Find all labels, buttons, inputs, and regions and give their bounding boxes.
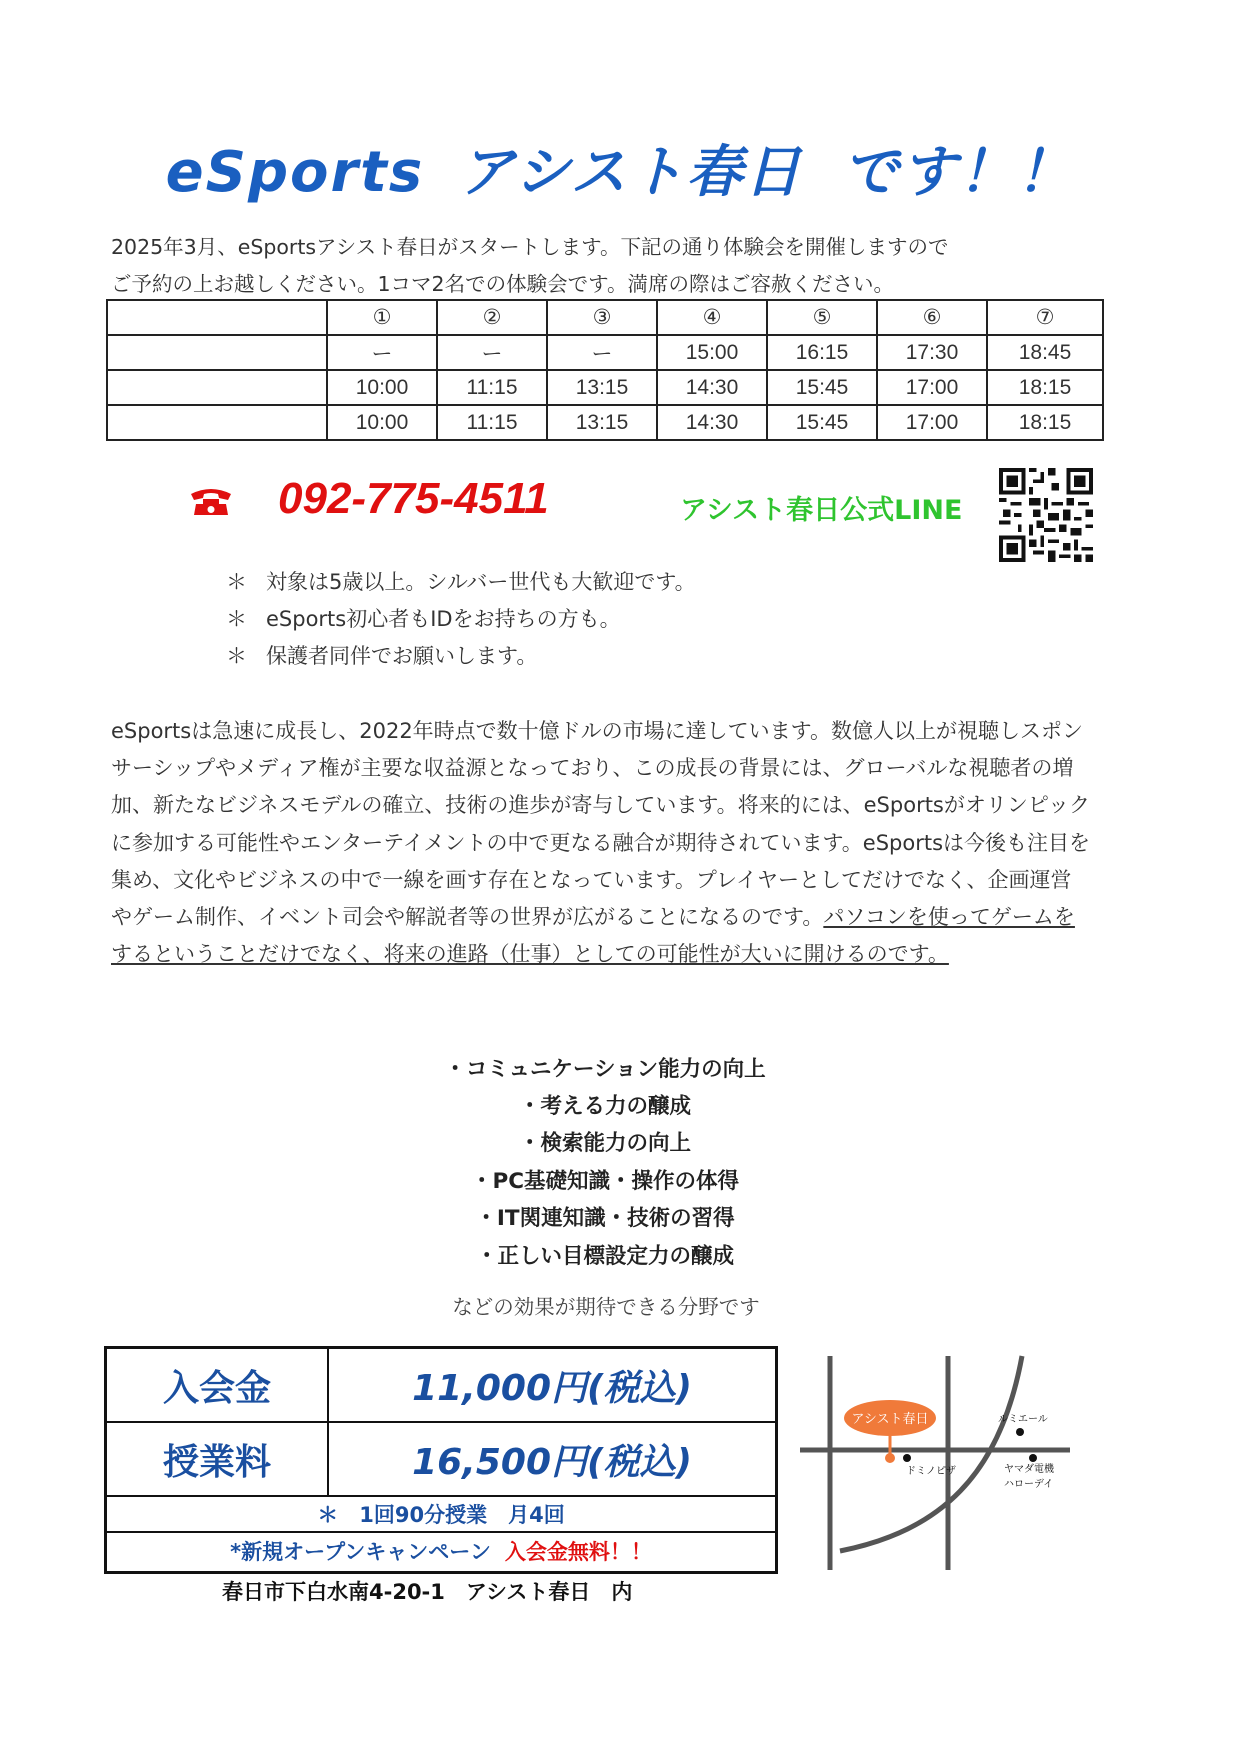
table-row [107, 405, 1103, 440]
map-landmark-dot [903, 1454, 911, 1462]
address: 春日市下白水南4-20-1 アシスト春日 内 [222, 1580, 633, 1604]
table-cell: 10:00 [327, 405, 437, 440]
description-underlined: パソコンを使ってゲームをするということだけでなく、将来の進路（仕事）としての可能性が大いに開けるのです。 [111, 905, 1075, 967]
table-row [107, 335, 1103, 370]
table-cell: 18:15 [987, 370, 1103, 405]
fee-row-entry [107, 1349, 775, 1423]
table-cell [107, 335, 327, 370]
asterisk-mark: ＊ [226, 644, 247, 668]
phone-icon [188, 486, 234, 516]
asterisk-mark: ＊ [226, 570, 247, 594]
title-store-name: アシスト春日 [458, 140, 803, 205]
table-cell: 15:45 [767, 405, 877, 440]
table-cell: 17:00 [877, 370, 987, 405]
fee-row-tuition [107, 1423, 775, 1497]
table-header-row [107, 300, 1103, 335]
map-road [840, 1356, 1022, 1551]
table-cell: 18:45 [987, 335, 1103, 370]
map-landmark-label: ドミノピザ [906, 1466, 956, 1477]
table-cell: 13:15 [547, 405, 657, 440]
table-cell: 14:30 [657, 370, 767, 405]
location-map [800, 1346, 1070, 1576]
phone-number-link[interactable]: 092-775-4511 [278, 474, 549, 523]
table-header-cell: ① [327, 300, 437, 335]
lesson-note: ＊ 1回90分授業 月4回 [107, 1497, 775, 1533]
table-cell: 17:30 [877, 335, 987, 370]
table-cell [107, 370, 327, 405]
campaign-highlight: 入会金無料！！ [504, 1540, 652, 1564]
intro-line-2: ご予約の上お越しください。1コマ2名での体験会です。満席の際はご容赦ください。 [111, 272, 894, 296]
map-location-dot [885, 1453, 895, 1463]
fee-box [104, 1346, 778, 1574]
table-cell: 16:15 [767, 335, 877, 370]
benefit-item: ・考える力の醸成 [518, 1094, 691, 1119]
description-paragraph [111, 713, 1091, 973]
table-cell [107, 300, 327, 335]
map-landmark-label: ヤマダ電機 [1004, 1464, 1054, 1475]
table-cell: 13:15 [547, 370, 657, 405]
page-title [0, 128, 1240, 208]
table-cell: 10:00 [327, 370, 437, 405]
qr-code-icon[interactable] [999, 468, 1093, 562]
benefit-item: ・検索能力の向上 [518, 1131, 691, 1156]
table-row [107, 370, 1103, 405]
intro-line-1: 2025年3月、eSportsアシスト春日がスタートします。下記の通り体験会を開催しますので [111, 235, 949, 259]
asterisk-mark: ＊ [226, 607, 247, 631]
note-text: 保護者同伴でお願いします。 [266, 644, 538, 668]
table-cell: ー [437, 335, 547, 370]
benefit-item: ・PC基礎知識・操作の体得 [470, 1169, 740, 1194]
map-landmark-label: ルミエール [998, 1414, 1048, 1425]
campaign-prefix: *新規オープンキャンペーン [230, 1540, 491, 1564]
table-header-cell: ④ [657, 300, 767, 335]
table-cell: 11:15 [437, 405, 547, 440]
map-pin-label: アシスト春日 [851, 1412, 929, 1427]
note-item [226, 640, 537, 670]
benefit-item: ・コミュニケーション能力の向上 [444, 1057, 766, 1082]
table-cell: 17:00 [877, 405, 987, 440]
tuition-fee-label: 授業料 [107, 1423, 329, 1495]
table-header-cell: ③ [547, 300, 657, 335]
table-cell: 15:45 [767, 370, 877, 405]
map-landmark-label: ハローデイ [1004, 1479, 1054, 1490]
title-desu: です！！ [842, 140, 1075, 205]
table-cell [107, 405, 327, 440]
schedule-table [106, 299, 1104, 441]
note-text: eSports初心者もIDをお持ちの方も。 [266, 607, 621, 631]
table-cell: ー [547, 335, 657, 370]
benefit-item: ・IT関連知識・技術の習得 [475, 1206, 735, 1231]
map-landmark-dot [1016, 1428, 1024, 1436]
benefit-item: ・正しい目標設定力の醸成 [475, 1244, 734, 1269]
note-item [226, 603, 621, 633]
entry-fee-value: 11,000円(税込) [412, 1367, 692, 1409]
map-landmark-dot [1029, 1454, 1037, 1462]
benefits-footer: などの効果が期待できる分野です [452, 1295, 760, 1319]
table-cell: 15:00 [657, 335, 767, 370]
table-cell: ー [327, 335, 437, 370]
title-esports: eSports [165, 140, 425, 205]
tuition-fee-value: 16,500円(税込) [412, 1441, 692, 1483]
table-header-cell: ⑤ [767, 300, 877, 335]
table-cell: 11:15 [437, 370, 547, 405]
line-official-label: アシスト春日公式LINE [680, 495, 963, 526]
campaign-note [107, 1533, 775, 1569]
table-cell: 18:15 [987, 405, 1103, 440]
note-text: 対象は5歳以上。シルバー世代も大歓迎です。 [266, 570, 696, 594]
table-header-cell: ⑥ [877, 300, 987, 335]
entry-fee-label: 入会金 [107, 1349, 329, 1421]
table-header-cell: ⑦ [987, 300, 1103, 335]
table-header-cell: ② [437, 300, 547, 335]
note-item [226, 566, 696, 596]
table-cell: 14:30 [657, 405, 767, 440]
description-body: eSportsは急速に成長し、2022年時点で数十億ドルの市場に達しています。数億人以上が視聴しスポンサーシップやメディア権が主要な収益源となっており、この成長の背景には、グローバルな視聴者の増加、新たなビジネスモデルの確立、技術の進歩が寄与しています。将来的には、eSportsがオリンピックに参加する可能性やエンターテイメントの中で更なる融合が期待されています。eSportsは今後も注目を集め、文化やビジネスの中で一線を画す存在となっています。プレイヤーとしてだけでなく、企画運営やゲーム制作、イベント司会や解説者等の世界が広がることになるのです。 [111, 719, 1091, 930]
